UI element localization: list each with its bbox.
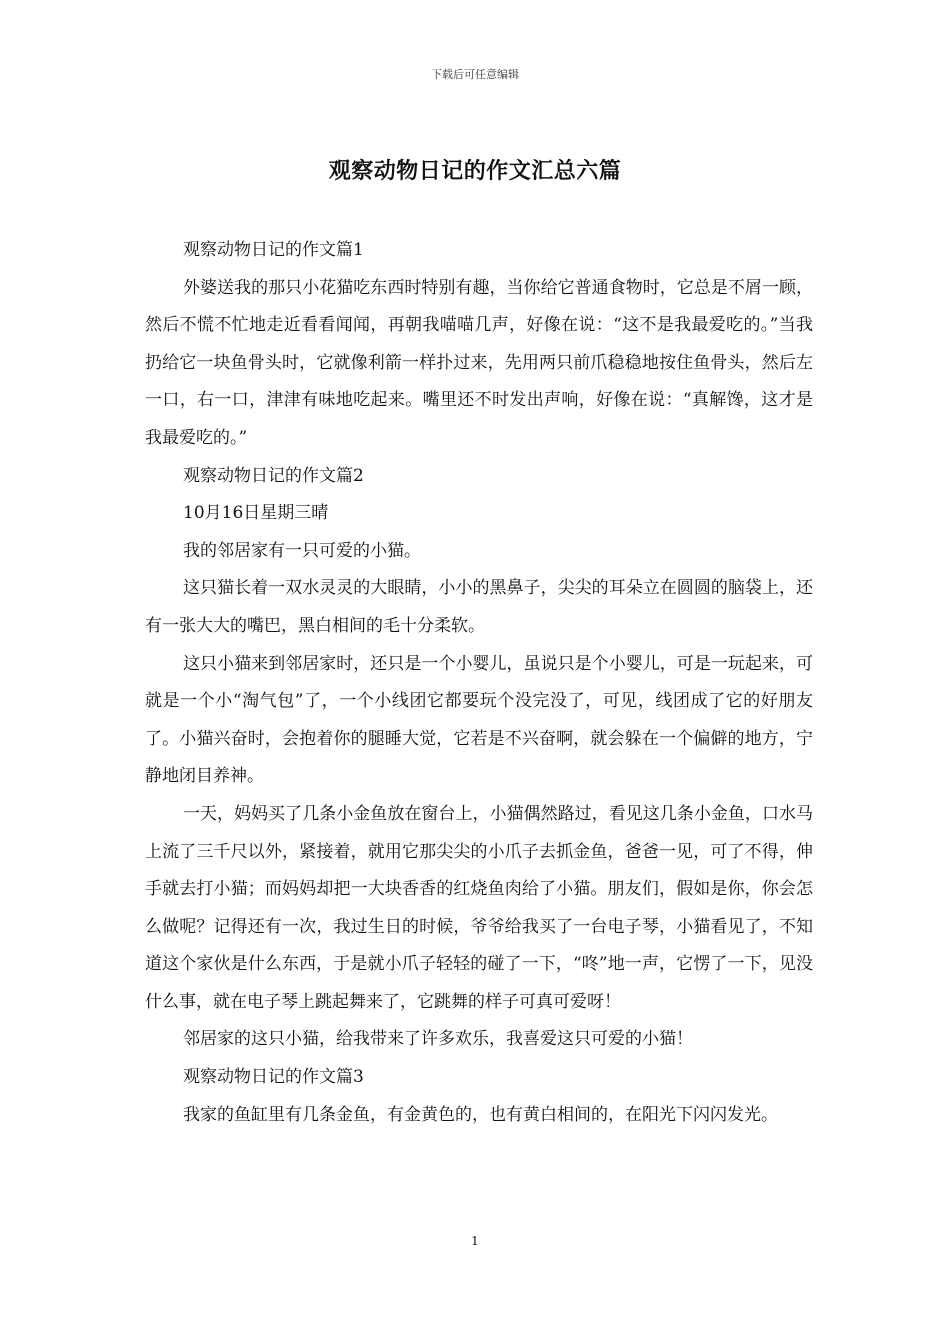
paragraph: 一天，妈妈买了几条小金鱼放在窗台上，小猫偶然路过，看见这几条小金鱼，口水马上流了三千尺以外，紧接着，就用它那尖尖的小爪子去抓金鱼，爸爸一见，可了不得，伸手就去打小猫；而妈妈却把一大块香香的红烧鱼肉给了小猫。朋友们，假如是你，你会怎么做呢？记得还有一次，我过生日的时候，爷爷给我买了一台电子琴，小猫看见了，不知道这个家伙是什么东西，于是就小爪子轻轻的碰了一下，“咚”地一声，它愣了一下，见没什么事，就在电子琴上跳起舞来了，它跳舞的样子可真可爱呀！ [145,803,813,1012]
document-title: 观察动物日记的作文汇总六篇 [328,158,622,184]
paragraph: 我家的鱼缸里有几条金鱼，有金黄色的，也有黄白相间的，在阳光下闪闪发光。 [183,1104,778,1125]
section-heading-2: 观察动物日记的作文篇2 [183,465,364,486]
paragraph: 这只小猫来到邻居家时，还只是一个小婴儿，虽说只是个小婴儿，可是一玩起来，可就是一个小“淘气包”了，一个小线团它都要玩个没完没了，可见，线团成了它的好朋友了。小猫兴奋时，会抱着你的腿睡大觉，它若是不兴奋啊，就会躲在一个偏僻的地方，宁静地闭目养神。 [145,653,813,787]
section-heading-1: 观察动物日记的作文篇1 [183,240,364,260]
page-number: 1 [471,1234,479,1248]
diary-date-line: 10月16日星期三晴 [183,503,329,524]
document-body [145,232,813,1134]
paragraph: 这只猫长着一双水灵灵的大眼睛，小小的黑鼻子，尖尖的耳朵立在圆圆的脑袋上，还有一张大大的嘴巴，黑白相间的毛十分柔软。 [145,578,813,636]
paragraph: 外婆送我的那只小花猫吃东西时特别有趣，当你给它普通食物时，它总是不屑一顾，然后不慌不忙地走近看看闻闻，再朝我喵喵几声，好像在说：“这不是我最爱吃的。”当我扔给它一块鱼骨头时，它就像利箭一样扑过来，先用两只前爪稳稳地按住鱼骨头，然后左一口，右一口，津津有味地吃起来。嘴里还不时发出声响，好像在说：“真解馋，这才是我最爱吃的。” [145,277,813,448]
paragraph: 邻居家的这只小猫，给我带来了许多欢乐，我喜爱这只可爱的小猫！ [183,1029,693,1050]
section-heading-3: 观察动物日记的作文篇3 [183,1067,364,1088]
paragraph: 我的邻居家有一只可爱的小猫。 [183,540,421,561]
page-header-note: 下载后可任意编辑 [431,68,519,81]
